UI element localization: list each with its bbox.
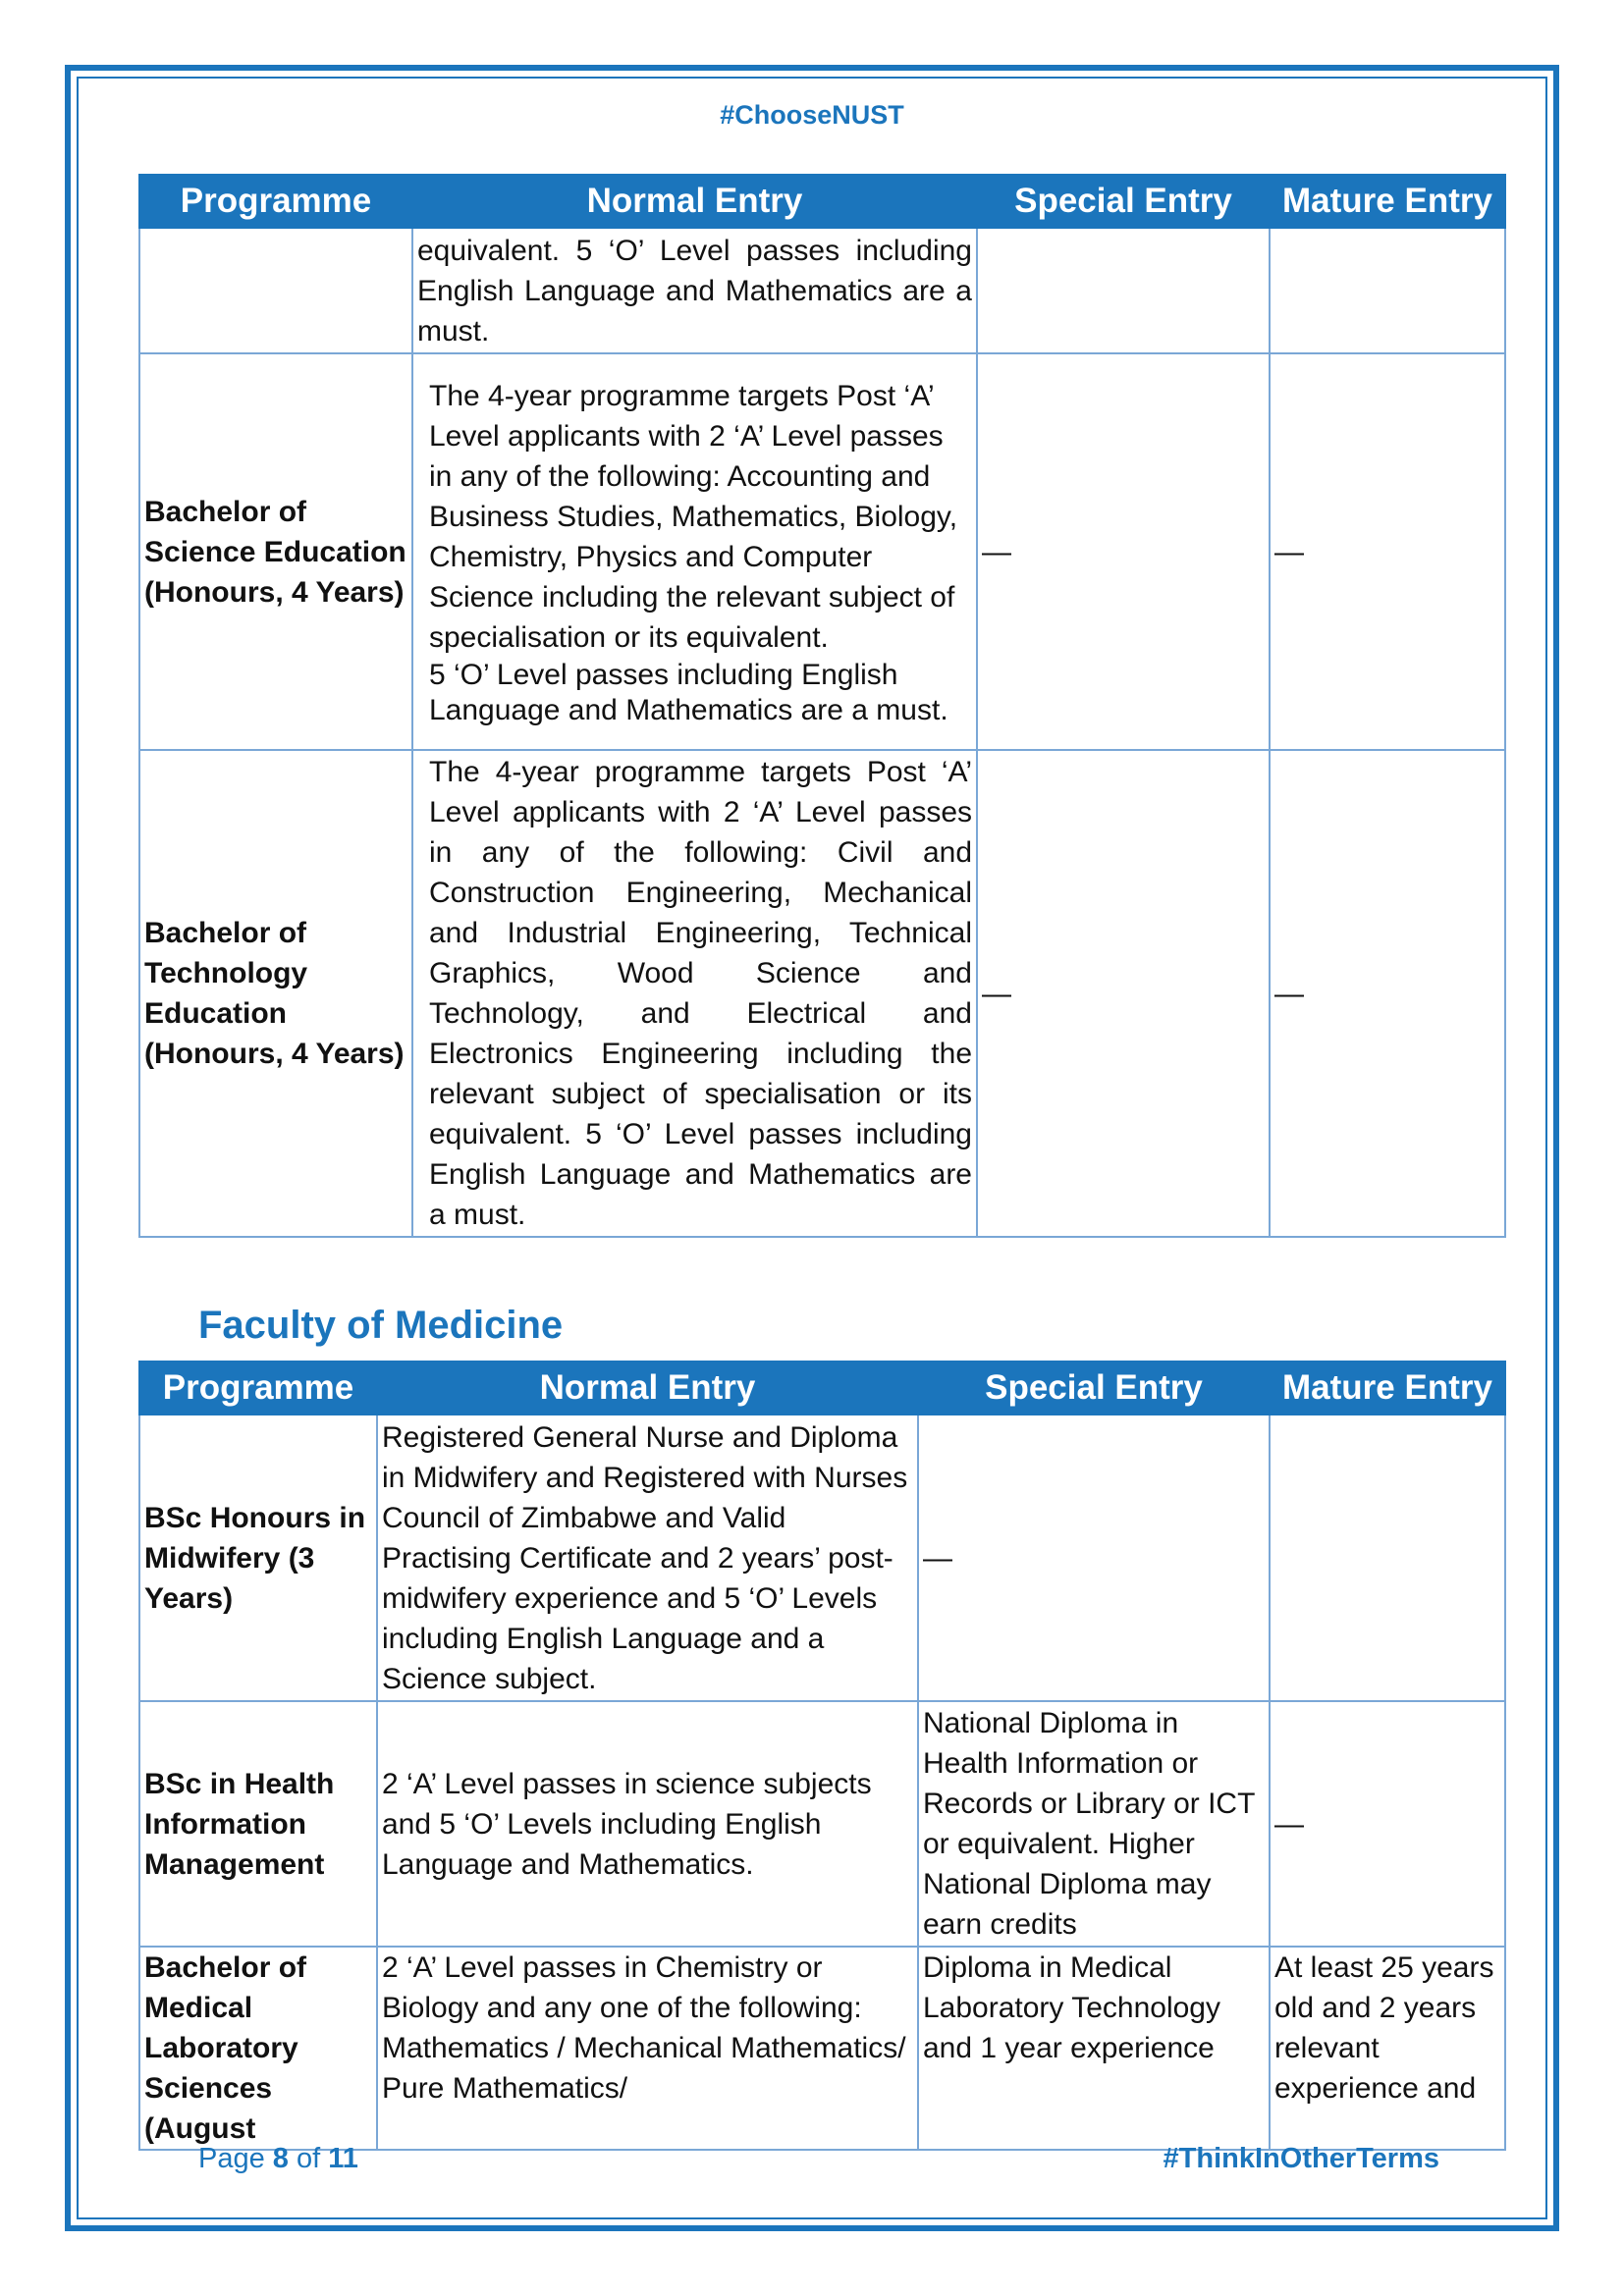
programme-cell: BSc in Health Information Management	[139, 1701, 377, 1947]
normal-entry-extra-text: 5 ‘O’ Level passes including English Language and Mathematics are a must.	[429, 658, 948, 726]
mature-entry-cell: —	[1270, 750, 1505, 1237]
entry-requirements-table-medicine	[138, 1361, 1506, 2151]
table-row	[139, 1701, 1505, 1947]
column-header-mature-entry: Mature Entry	[1270, 1362, 1505, 1415]
normal-entry-cell: The 4-year programme targets Post ‘A’ Level applicants with 2 ‘A’ Level passes in any of the following: Civil and Construction Engineering, Mechanical and Industrial Engineering, Technical Graphics, Wood Science and Technology, and Electrical and Electronics Engineering including the relevant subject of specialisation or its equivalent. 5 ‘O’ Level passes including English Language and Mathematics are a must.	[412, 750, 977, 1237]
normal-entry-text: The 4-year programme targets Post ‘A’ Level applicants with 2 ‘A’ Level passes in any of the following: Accounting and Business Studies, Mathematics, Biology, Chemistry, Physics and Computer Science including the relevant subject of specialisation or its equivalent.	[429, 379, 958, 654]
special-entry-cell: —	[918, 1415, 1270, 1701]
mature-entry-cell: —	[1270, 1701, 1505, 1947]
table-row	[139, 228, 1505, 353]
special-entry-cell: Diploma in Medical Laboratory Technology and 1 year experience	[918, 1947, 1270, 2150]
entry-requirements-table-education	[138, 174, 1506, 1238]
programme-cell: BSc Honours in Midwifery (3 Years)	[139, 1415, 377, 1701]
column-header-special-entry: Special Entry	[977, 175, 1270, 228]
section-heading-faculty: Faculty of Medicine	[198, 1304, 564, 1347]
normal-entry-cell: 2 ‘A’ Level passes in Chemistry or Biology and any one of the following: Mathematics / Mechanical Mathematics/ Pure Mathematics/	[377, 1947, 918, 2150]
header-hashtag: #ChooseNUST	[720, 100, 904, 130]
table-row	[139, 1415, 1505, 1701]
page-number	[198, 2143, 358, 2175]
mature-entry-cell: —	[1270, 353, 1505, 750]
footer-hashtag: #ThinkInOtherTerms	[1163, 2143, 1439, 2174]
normal-entry-cell	[412, 353, 977, 750]
page-number-total: 11	[328, 2143, 358, 2174]
column-header-special-entry: Special Entry	[918, 1362, 1270, 1415]
table-row	[139, 1947, 1505, 2150]
normal-entry-cell: equivalent. 5 ‘O’ Level passes including English Language and Mathematics are a must.	[412, 228, 977, 353]
mature-entry-cell: At least 25 years old and 2 years relevant experience and	[1270, 1947, 1505, 2150]
table-header-row	[139, 175, 1505, 228]
programme-cell: Bachelor of Technology Education (Honours, 4 Years)	[139, 750, 412, 1237]
table-row	[139, 750, 1505, 1237]
column-header-programme: Programme	[139, 175, 412, 228]
page-number-current: 8	[272, 2143, 289, 2174]
column-header-mature-entry: Mature Entry	[1270, 175, 1505, 228]
mature-entry-cell	[1270, 1415, 1505, 1701]
column-header-normal-entry: Normal Entry	[377, 1362, 918, 1415]
table-header-row	[139, 1362, 1505, 1415]
special-entry-cell: —	[977, 353, 1270, 750]
programme-cell: Bachelor of Medical Laboratory Sciences (August	[139, 1947, 377, 2150]
mature-entry-cell	[1270, 228, 1505, 353]
column-header-normal-entry: Normal Entry	[412, 175, 977, 228]
table-row	[139, 353, 1505, 750]
page-number-of: of	[297, 2143, 321, 2174]
normal-entry-cell: 2 ‘A’ Level passes in science subjects and 5 ‘O’ Levels including English Language and Mathematics.	[377, 1701, 918, 1947]
page-number-prefix: Page	[198, 2143, 265, 2174]
special-entry-cell	[977, 228, 1270, 353]
normal-entry-cell: Registered General Nurse and Diploma in Midwifery and Registered with Nurses Council of Zimbabwe and Valid Practising Certificate and 2 years’ post-midwifery experience and 5 ‘O’ Levels including English Language and a Science subject.	[377, 1415, 918, 1701]
special-entry-cell: National Diploma in Health Information or Records or Library or ICT or equivalent. Higher National Diploma may earn credits	[918, 1701, 1270, 1947]
special-entry-cell: —	[977, 750, 1270, 1237]
column-header-programme: Programme	[139, 1362, 377, 1415]
programme-cell	[139, 228, 412, 353]
programme-cell: Bachelor of Science Education (Honours, 4 Years)	[139, 353, 412, 750]
